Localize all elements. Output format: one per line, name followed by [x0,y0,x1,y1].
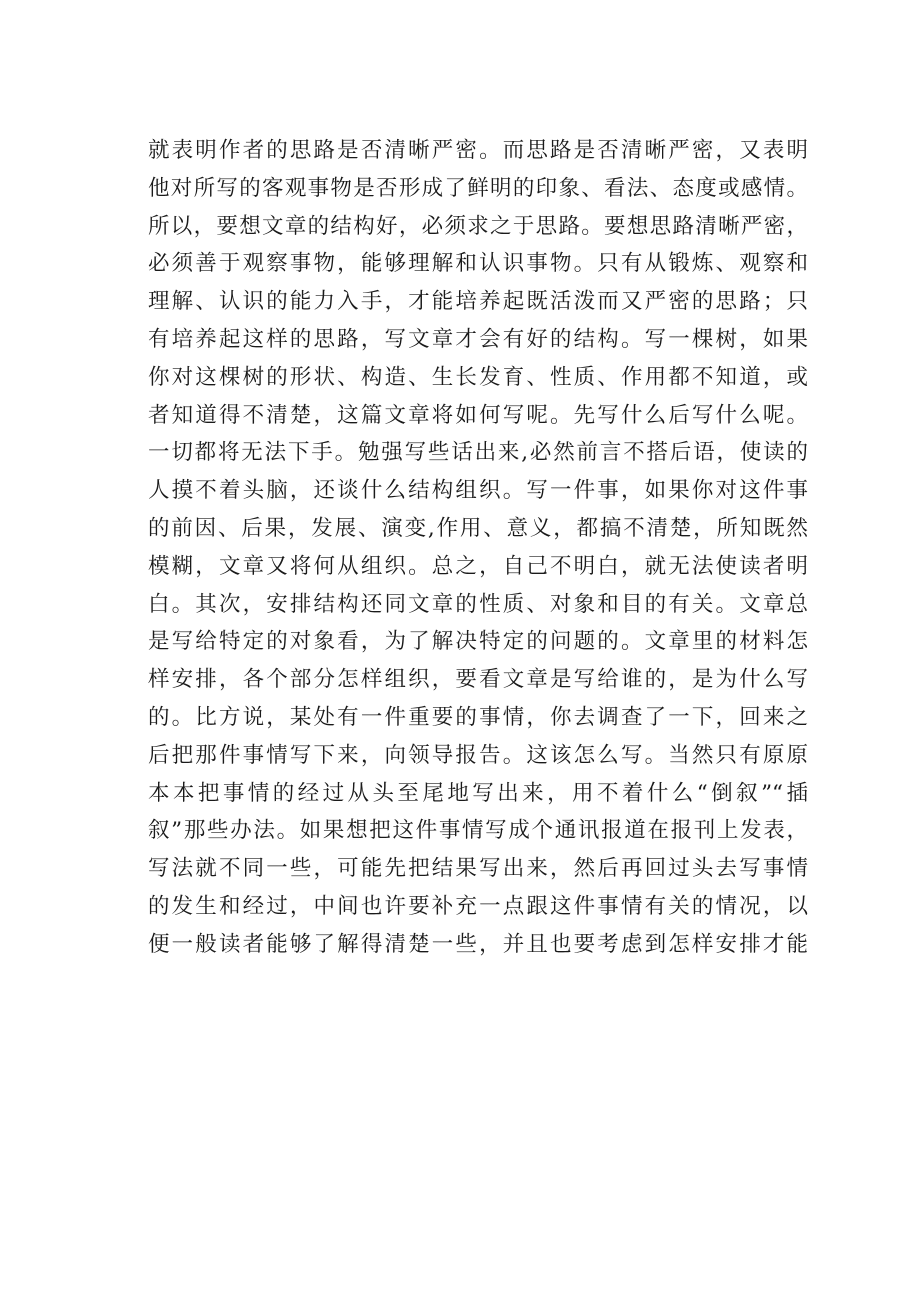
text-line: 的前因、后果，发展、演变,作用、意义，都搞不清楚，所知既然 [148,515,808,541]
body-paragraph [148,132,808,964]
text-line: 样安排，各个部分怎样组织，要看文章是写给谁的，是为什么写 [148,667,808,693]
text-line: 的。比方说，某处有一件重要的事情，你去调查了一下，回来之 [148,704,808,730]
text-line: 一切都将无法下手。勉强写些话出来,必然前言不搭后语，使读的 [148,440,808,466]
text-line: 人摸不着头脑，还谈什么结构组织。写一件事，如果你对这件事 [148,478,808,504]
text-line: 有培养起这样的思路，写文章才会有好的结构。写一棵树，如果 [148,326,808,352]
text-line: 理解、认识的能力入手，才能培养起既活泼而又严密的思路；只 [148,289,808,315]
text-line: 者知道得不清楚，这篇文章将如何写呢。先写什么后写什么呢。 [148,402,808,428]
text-line: 本本把事情的经过从头至尾地写出来，用不着什么“倒叙”“插 [148,780,808,806]
text-line: 就表明作者的思路是否清晰严密。而思路是否清晰严密，又表明 [148,138,808,163]
text-line: 必须善于观察事物，能够理解和认识事物。只有从锻炼、观察和 [148,251,808,277]
text-line: 他对所写的客观事物是否形成了鲜明的印象、看法、态度或感情。 [148,175,808,201]
text-line: 叙”那些办法。如果想把这件事情写成个通讯报道在报刊上发表， [148,818,808,844]
text-line: 的发生和经过，中间也许要补充一点跟这件事情有关的情况，以 [148,893,808,919]
text-line: 模糊，文章又将何从组织。总之，自己不明白，就无法使读者明 [148,553,808,579]
text-line: 后把那件事情写下来，向领导报告。这该怎么写。当然只有原原 [148,742,808,768]
text-line: 白。其次，安排结构还同文章的性质、对象和目的有关。文章总 [148,591,808,617]
text-line: 是写给特定的对象看，为了解决特定的问题的。文章里的材料怎 [148,629,808,655]
text-line: 所以，要想文章的结构好，必须求之于思路。要想思路清晰严密， [148,213,808,239]
text-line: 你对这棵树的形状、构造、生长发育、性质、作用都不知道，或 [148,364,808,390]
text-line: 便一般读者能够了解得清楚一些，并且也要考虑到怎样安排才能 [148,931,808,957]
text-line: 写法就不同一些，可能先把结果写出来，然后再回过头去写事情 [148,856,808,882]
